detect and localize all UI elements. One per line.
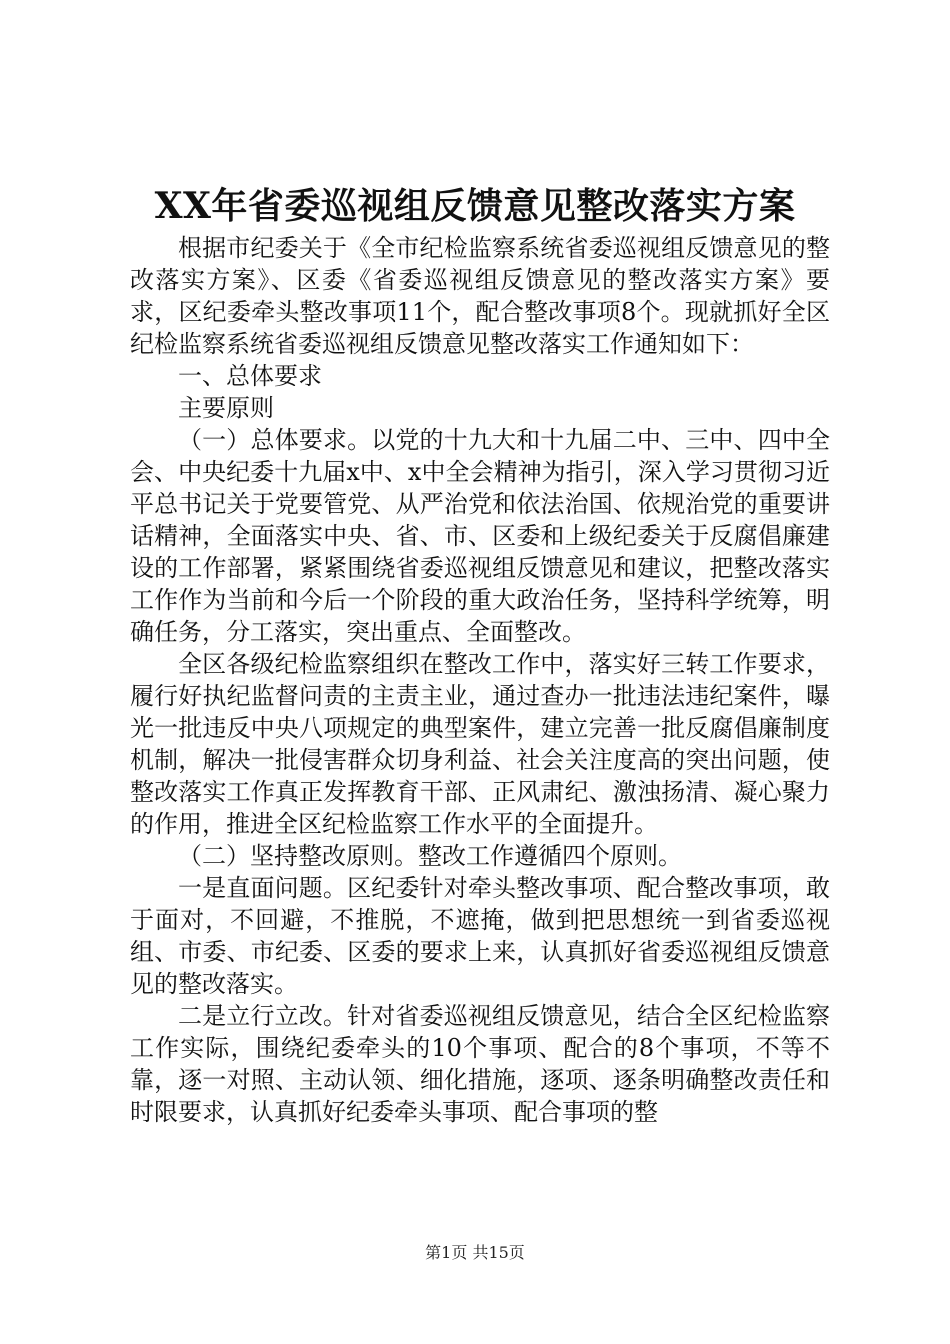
- subsection-heading: 主要原则: [178, 394, 274, 422]
- section-heading: 一、总体要求: [178, 362, 322, 390]
- principle-two-paragraph: 二是立行立改。针对省委巡视组反馈意见，结合全区纪检监察工作实际，围绕纪委牵头的10个事项、配合的8个事项，不等不靠，逐一对照、主动认领、细化措施，逐项、逐条明确整改责任和时限要求，认真抓好纪委牵头事项、配合事项的整: [130, 1002, 830, 1126]
- body-paragraph: 全区各级纪检监察组织在整改工作中，落实好三转工作要求，履行好执纪监督问责的主责主业，通过查办一批违法违纪案件，曝光一批违反中央八项规定的典型案件，建立完善一批反腐倡廉制度机制，解决一批侵害群众切身利益、社会关注度高的突出问题，使整改落实工作真正发挥教育干部、正风肃纪、激浊扬清、凝心聚力的作用，推进全区纪检监察工作水平的全面提升。: [130, 650, 830, 838]
- document-title: XX年省委巡视组反馈意见整改落实方案: [154, 185, 796, 227]
- page-footer: 第1页 共15页: [425, 1243, 525, 1262]
- general-requirements-paragraph: （一）总体要求。以党的十九大和十九届二中、三中、四中全会、中央纪委十九届x中、x中全会精神为指引，深入学习贯彻习近平总书记关于党要管党、从严治党和依法治国、依规治党的重要讲话精神，全面落实中央、省、市、区委和上级纪委关于反腐倡廉建设的工作部署，紧紧围绕省委巡视组反馈意见和建议，把整改落实工作作为当前和今后一个阶段的重大政治任务，坚持科学统筹，明确任务，分工落实，突出重点、全面整改。: [130, 426, 830, 646]
- principle-one-paragraph: 一是直面问题。区纪委针对牵头整改事项、配合整改事项，敢于面对，不回避，不推脱，不遮掩，做到把思想统一到省委巡视组、市委、市纪委、区委的要求上来，认真抓好省委巡视组反馈意见的整改落实。: [130, 874, 830, 998]
- intro-paragraph: 根据市纪委关于《全市纪检监察系统省委巡视组反馈意见的整改落实方案》、区委《省委巡视组反馈意见的整改落实方案》要求，区纪委牵头整改事项11个，配合整改事项8个。现就抓好全区纪检监察系统省委巡视组反馈意见整改落实工作通知如下：: [130, 234, 830, 358]
- principles-heading: （二）坚持整改原则。整改工作遵循四个原则。: [178, 842, 682, 870]
- document-body: [130, 232, 830, 1128]
